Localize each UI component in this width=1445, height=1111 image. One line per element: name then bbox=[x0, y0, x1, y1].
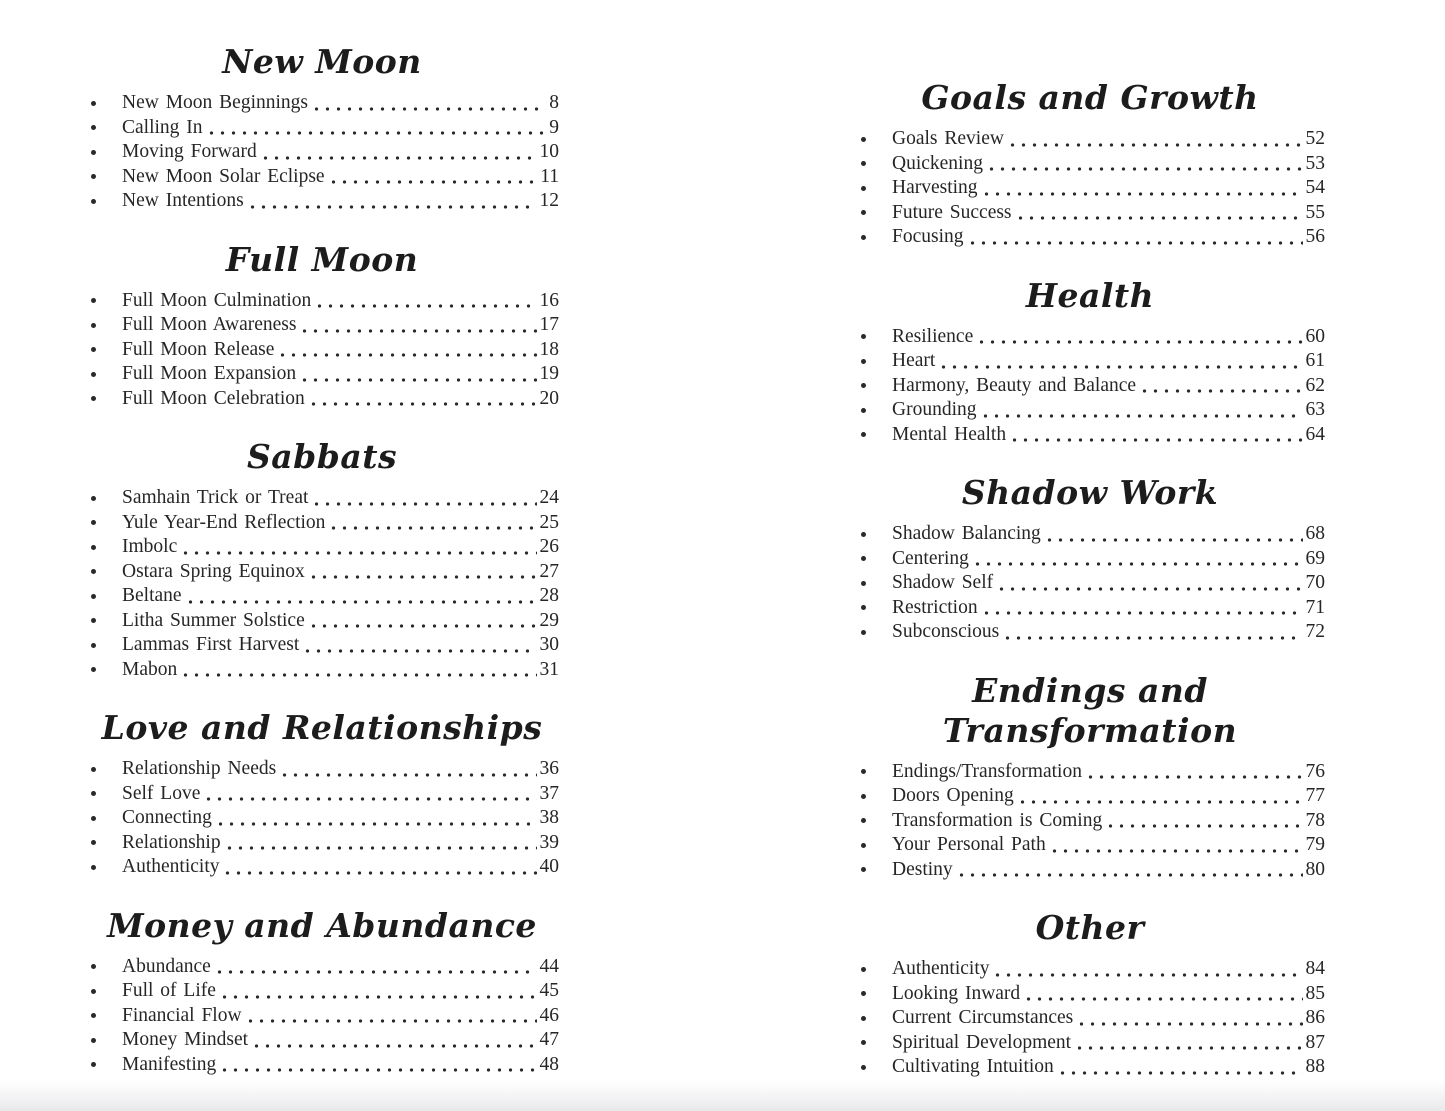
entry-page-number: 47 bbox=[539, 1029, 559, 1050]
bullet-icon bbox=[861, 818, 866, 823]
entry-page-number: 39 bbox=[539, 831, 559, 853]
entry-label: Imbolc bbox=[122, 536, 178, 557]
toc-entry bbox=[855, 1055, 1325, 1080]
bullet-icon bbox=[91, 101, 96, 106]
dot-leader-icon bbox=[967, 241, 1303, 247]
dot-leader-icon bbox=[992, 973, 1302, 979]
section-title: Sabbats bbox=[246, 437, 398, 476]
bullet-icon bbox=[91, 964, 96, 969]
dot-leader-icon bbox=[938, 365, 1302, 371]
dot-leader-icon bbox=[972, 562, 1303, 568]
dot-leader-icon bbox=[247, 205, 537, 211]
entry-page-number: 37 bbox=[539, 782, 559, 804]
entry-page-number: 45 bbox=[539, 980, 559, 1001]
entry-page-number: 19 bbox=[539, 363, 559, 384]
toc-entry bbox=[85, 165, 559, 190]
entry-label: Future Success bbox=[892, 201, 1012, 223]
bullet-icon bbox=[91, 372, 96, 377]
toc-entry bbox=[855, 784, 1325, 809]
dot-leader-icon bbox=[308, 575, 537, 581]
entry-page-number: 36 bbox=[539, 758, 559, 779]
bullet-icon bbox=[861, 991, 866, 996]
entry-label: Harvesting bbox=[892, 177, 978, 198]
entry-label: Mabon bbox=[122, 658, 178, 680]
dot-leader-icon bbox=[976, 340, 1302, 346]
entry-label: Shadow Balancing bbox=[892, 523, 1041, 544]
bullet-icon bbox=[861, 383, 866, 388]
entry-page-number: 40 bbox=[539, 856, 559, 877]
entry-page-number: 55 bbox=[1305, 201, 1325, 223]
entry-page-number: 10 bbox=[539, 141, 559, 162]
entry-page-number: 44 bbox=[539, 955, 559, 977]
entry-page-number: 86 bbox=[1305, 1007, 1325, 1028]
entry-page-number: 64 bbox=[1305, 423, 1325, 445]
dot-leader-icon bbox=[996, 587, 1302, 593]
dot-leader-icon bbox=[1105, 824, 1302, 830]
toc-entry bbox=[855, 547, 1325, 572]
entry-label: Doors Opening bbox=[892, 785, 1014, 806]
toc-entry bbox=[855, 325, 1325, 350]
entry-page-number: 30 bbox=[539, 634, 559, 655]
dot-leader-icon bbox=[1044, 538, 1303, 544]
section-title: Endings and Transformation bbox=[942, 670, 1238, 750]
dot-leader-icon bbox=[245, 1019, 537, 1025]
toc-section bbox=[85, 906, 559, 1078]
page-bottom-shadow bbox=[0, 1081, 1445, 1111]
entry-page-number: 53 bbox=[1305, 152, 1325, 174]
bullet-icon bbox=[861, 794, 866, 799]
entry-label: Samhain Trick or Treat bbox=[122, 487, 309, 508]
entry-page-number: 77 bbox=[1305, 785, 1325, 806]
entry-label: Harmony, Beauty and Balance bbox=[892, 374, 1137, 396]
entry-page-number: 18 bbox=[539, 338, 559, 360]
toc-entry bbox=[85, 955, 559, 980]
toc-entry bbox=[855, 809, 1325, 834]
bullet-icon bbox=[91, 347, 96, 352]
dot-leader-icon bbox=[299, 329, 536, 335]
dot-leader-icon bbox=[980, 414, 1303, 420]
toc-section bbox=[855, 276, 1325, 448]
entry-label: Quickening bbox=[892, 152, 983, 174]
bullet-icon bbox=[91, 791, 96, 796]
toc-entry bbox=[855, 596, 1325, 621]
entry-label: Lammas First Harvest bbox=[122, 634, 300, 655]
bullet-icon bbox=[861, 408, 866, 413]
toc-entry bbox=[855, 1031, 1325, 1056]
bullet-icon bbox=[91, 545, 96, 550]
entry-label: Restriction bbox=[892, 596, 978, 618]
entry-label: Authenticity bbox=[122, 856, 220, 877]
toc-entry bbox=[855, 176, 1325, 201]
entry-label: Looking Inward bbox=[892, 982, 1021, 1004]
toc-entry bbox=[855, 982, 1325, 1007]
toc-entry bbox=[85, 979, 559, 1004]
toc-section bbox=[85, 42, 559, 214]
toc-column-right bbox=[855, 78, 1325, 1080]
dot-leader-icon bbox=[219, 1068, 536, 1074]
entry-page-number: 56 bbox=[1305, 226, 1325, 247]
bullet-icon bbox=[91, 816, 96, 821]
toc-column-left bbox=[85, 42, 559, 1077]
bullet-icon bbox=[91, 840, 96, 845]
entry-label: Financial Flow bbox=[122, 1004, 242, 1026]
entry-page-number: 25 bbox=[539, 511, 559, 533]
bullet-icon bbox=[861, 556, 866, 561]
dot-leader-icon bbox=[277, 353, 536, 359]
toc-entry bbox=[85, 511, 559, 536]
bullet-icon bbox=[91, 496, 96, 501]
bullet-icon bbox=[91, 323, 96, 328]
bullet-icon bbox=[861, 967, 866, 972]
toc-entry bbox=[85, 486, 559, 511]
dot-leader-icon bbox=[1057, 1071, 1303, 1077]
dot-leader-icon bbox=[260, 156, 537, 162]
entry-page-number: 85 bbox=[1305, 982, 1325, 1004]
dot-leader-icon bbox=[1139, 389, 1302, 395]
entry-label: Focusing bbox=[892, 226, 964, 247]
dot-leader-icon bbox=[219, 995, 537, 1001]
dot-leader-icon bbox=[956, 873, 1303, 879]
entry-label: Litha Summer Solstice bbox=[122, 609, 305, 631]
bullet-icon bbox=[91, 1038, 96, 1043]
entry-page-number: 48 bbox=[539, 1053, 559, 1075]
dot-leader-icon bbox=[1076, 1022, 1302, 1028]
dot-leader-icon bbox=[986, 167, 1303, 173]
entry-label: Authenticity bbox=[892, 958, 990, 979]
bullet-icon bbox=[91, 150, 96, 155]
entry-page-number: 88 bbox=[1305, 1056, 1325, 1077]
bullet-icon bbox=[861, 334, 866, 339]
entry-page-number: 60 bbox=[1305, 325, 1325, 347]
bullet-icon bbox=[861, 867, 866, 872]
bullet-icon bbox=[91, 1013, 96, 1018]
entry-label: Heart bbox=[892, 350, 936, 371]
toc-entry bbox=[85, 189, 559, 214]
entry-label: Spiritual Development bbox=[892, 1031, 1072, 1053]
dot-leader-icon bbox=[1085, 775, 1303, 781]
entry-label: Connecting bbox=[122, 807, 212, 828]
entry-label: Ostara Spring Equinox bbox=[122, 560, 305, 582]
dot-leader-icon bbox=[224, 846, 537, 852]
bullet-icon bbox=[861, 432, 866, 437]
toc-section bbox=[855, 473, 1325, 645]
entry-page-number: 11 bbox=[540, 165, 559, 187]
bullet-icon bbox=[91, 125, 96, 130]
bullet-icon bbox=[91, 174, 96, 179]
bullet-icon bbox=[91, 569, 96, 574]
bullet-icon bbox=[861, 581, 866, 586]
entry-label: Self Love bbox=[122, 782, 201, 804]
entry-label: Current Circumstances bbox=[892, 1007, 1074, 1028]
entry-page-number: 76 bbox=[1305, 760, 1325, 782]
toc-entry bbox=[855, 1006, 1325, 1031]
bullet-icon bbox=[91, 865, 96, 870]
entry-page-number: 70 bbox=[1305, 572, 1325, 593]
bullet-icon bbox=[861, 843, 866, 848]
entry-page-number: 72 bbox=[1305, 621, 1325, 642]
dot-leader-icon bbox=[308, 402, 537, 408]
toc-entry bbox=[85, 116, 559, 141]
toc-entry bbox=[85, 757, 559, 782]
toc-entry bbox=[855, 522, 1325, 547]
dot-leader-icon bbox=[214, 970, 537, 976]
dot-leader-icon bbox=[299, 378, 536, 384]
toc-entry bbox=[85, 289, 559, 314]
toc-entry bbox=[85, 140, 559, 165]
dot-leader-icon bbox=[311, 502, 536, 508]
dot-leader-icon bbox=[279, 773, 536, 779]
bullet-icon bbox=[861, 359, 866, 364]
toc-entry bbox=[855, 374, 1325, 399]
section-title: Health bbox=[1025, 275, 1155, 315]
entry-label: Cultivating Intuition bbox=[892, 1056, 1054, 1077]
entry-page-number: 87 bbox=[1305, 1031, 1325, 1053]
toc-entry bbox=[855, 620, 1325, 645]
bullet-icon bbox=[91, 594, 96, 599]
toc-entry bbox=[85, 1053, 559, 1078]
entry-page-number: 28 bbox=[539, 585, 559, 606]
dot-leader-icon bbox=[1002, 636, 1302, 642]
entry-page-number: 16 bbox=[539, 289, 559, 311]
entry-label: New Moon Beginnings bbox=[122, 92, 308, 113]
bullet-icon bbox=[91, 989, 96, 994]
toc-section bbox=[85, 708, 559, 880]
section-title: Money and Abundance bbox=[107, 905, 537, 945]
dot-leader-icon bbox=[981, 192, 1303, 198]
toc-entry bbox=[855, 398, 1325, 423]
entry-page-number: 61 bbox=[1305, 350, 1325, 371]
entry-page-number: 68 bbox=[1305, 523, 1325, 544]
dot-leader-icon bbox=[185, 600, 537, 606]
dot-leader-icon bbox=[222, 871, 536, 877]
dot-leader-icon bbox=[328, 180, 538, 186]
bullet-icon bbox=[861, 235, 866, 240]
dot-leader-icon bbox=[1015, 216, 1303, 222]
toc-entry bbox=[85, 831, 559, 856]
section-title: Other bbox=[1035, 908, 1145, 947]
toc-entry bbox=[855, 349, 1325, 374]
bullet-icon bbox=[91, 199, 96, 204]
toc-entry bbox=[85, 338, 559, 363]
entry-page-number: 79 bbox=[1305, 834, 1325, 855]
dot-leader-icon bbox=[203, 797, 536, 803]
dot-leader-icon bbox=[1023, 997, 1302, 1003]
entry-label: Abundance bbox=[122, 955, 211, 977]
toc-section bbox=[855, 908, 1325, 1080]
dot-leader-icon bbox=[302, 649, 536, 655]
toc-entry bbox=[85, 782, 559, 807]
entry-label: Full Moon Celebration bbox=[122, 387, 305, 409]
toc-entry bbox=[855, 127, 1325, 152]
bullet-icon bbox=[861, 1040, 866, 1045]
toc-entry bbox=[855, 571, 1325, 596]
entry-label: Centering bbox=[892, 547, 969, 569]
entry-label: Mental Health bbox=[892, 423, 1007, 445]
bullet-icon bbox=[861, 210, 866, 215]
toc-entry bbox=[855, 201, 1325, 226]
toc-entry bbox=[855, 152, 1325, 177]
entry-page-number: 20 bbox=[539, 387, 559, 409]
dot-leader-icon bbox=[1007, 143, 1303, 149]
entry-page-number: 46 bbox=[539, 1004, 559, 1026]
entry-label: Transformation is Coming bbox=[892, 809, 1103, 831]
toc-entry bbox=[855, 760, 1325, 785]
toc-entry bbox=[855, 858, 1325, 883]
dot-leader-icon bbox=[308, 624, 537, 630]
toc-entry bbox=[85, 806, 559, 831]
section-title: Full Moon bbox=[225, 239, 419, 279]
entry-page-number: 8 bbox=[549, 92, 559, 113]
entry-label: Relationship Needs bbox=[122, 758, 277, 779]
entry-page-number: 27 bbox=[539, 560, 559, 582]
bullet-icon bbox=[861, 137, 866, 142]
toc-section bbox=[855, 671, 1325, 883]
toc-entry bbox=[85, 387, 559, 412]
entry-page-number: 29 bbox=[539, 609, 559, 631]
entry-label: Full Moon Culmination bbox=[122, 289, 312, 311]
dot-leader-icon bbox=[1017, 800, 1303, 806]
entry-page-number: 52 bbox=[1305, 128, 1325, 149]
dot-leader-icon bbox=[1074, 1046, 1302, 1052]
dot-leader-icon bbox=[311, 107, 546, 113]
entry-label: Endings/Transformation bbox=[892, 760, 1082, 782]
bullet-icon bbox=[861, 1016, 866, 1021]
entry-page-number: 31 bbox=[539, 658, 559, 680]
entry-label: Full Moon Awareness bbox=[122, 314, 297, 335]
toc-entry bbox=[85, 91, 559, 116]
toc-entry bbox=[85, 560, 559, 585]
toc-entry bbox=[855, 957, 1325, 982]
entry-label: Shadow Self bbox=[892, 572, 994, 593]
toc-entry bbox=[855, 833, 1325, 858]
entry-label: Full Moon Release bbox=[122, 338, 275, 360]
entry-page-number: 12 bbox=[539, 190, 559, 211]
dot-leader-icon bbox=[206, 131, 547, 137]
bullet-icon bbox=[91, 396, 96, 401]
section-title: Shadow Work bbox=[961, 473, 1219, 512]
toc-entry bbox=[85, 362, 559, 387]
entry-page-number: 24 bbox=[539, 487, 559, 508]
entry-page-number: 84 bbox=[1305, 958, 1325, 979]
bullet-icon bbox=[861, 161, 866, 166]
toc-section bbox=[855, 78, 1325, 250]
bullet-icon bbox=[91, 643, 96, 648]
bullet-icon bbox=[91, 520, 96, 525]
toc-entry bbox=[85, 313, 559, 338]
section-title: Love and Relationships bbox=[101, 708, 543, 747]
entry-page-number: 54 bbox=[1305, 177, 1325, 198]
entry-label: Full Moon Expansion bbox=[122, 363, 297, 384]
bullet-icon bbox=[861, 532, 866, 537]
entry-page-number: 26 bbox=[539, 536, 559, 557]
entry-label: Yule Year-End Reflection bbox=[122, 511, 326, 533]
toc-section bbox=[85, 437, 559, 682]
bullet-icon bbox=[91, 298, 96, 303]
section-title: Goals and Growth bbox=[921, 78, 1259, 117]
entry-label: Your Personal Path bbox=[892, 834, 1046, 855]
section-title: New Moon bbox=[222, 42, 422, 81]
toc-entry bbox=[85, 609, 559, 634]
toc-section bbox=[85, 240, 559, 412]
bullet-icon bbox=[861, 605, 866, 610]
dot-leader-icon bbox=[251, 1044, 536, 1050]
bullet-icon bbox=[91, 767, 96, 772]
toc-entry bbox=[85, 658, 559, 683]
entry-label: Calling In bbox=[122, 116, 203, 138]
dot-leader-icon bbox=[180, 673, 536, 679]
bullet-icon bbox=[861, 630, 866, 635]
toc-entry bbox=[85, 584, 559, 609]
entry-page-number: 69 bbox=[1305, 547, 1325, 569]
dot-leader-icon bbox=[981, 611, 1303, 617]
toc-entry bbox=[85, 535, 559, 560]
entry-label: Full of Life bbox=[122, 980, 216, 1001]
toc-entry bbox=[85, 1028, 559, 1053]
bullet-icon bbox=[91, 1062, 96, 1067]
entry-label: Resilience bbox=[892, 325, 974, 347]
bullet-icon bbox=[861, 769, 866, 774]
dot-leader-icon bbox=[215, 822, 537, 828]
entry-page-number: 71 bbox=[1305, 596, 1325, 618]
dot-leader-icon bbox=[314, 304, 536, 310]
entry-label: New Moon Solar Eclipse bbox=[122, 165, 325, 187]
entry-label: Moving Forward bbox=[122, 141, 257, 162]
dot-leader-icon bbox=[1049, 849, 1303, 855]
entry-page-number: 62 bbox=[1305, 374, 1325, 396]
bullet-icon bbox=[91, 618, 96, 623]
entry-page-number: 78 bbox=[1305, 809, 1325, 831]
dot-leader-icon bbox=[180, 551, 536, 557]
entry-page-number: 9 bbox=[549, 116, 559, 138]
toc-entry bbox=[85, 1004, 559, 1029]
entry-page-number: 38 bbox=[539, 807, 559, 828]
entry-label: Grounding bbox=[892, 399, 977, 420]
entry-label: New Intentions bbox=[122, 190, 244, 211]
dot-leader-icon bbox=[328, 526, 536, 532]
bullet-icon bbox=[91, 667, 96, 672]
entry-label: Goals Review bbox=[892, 128, 1004, 149]
toc-entry bbox=[85, 633, 559, 658]
bullet-icon bbox=[861, 186, 866, 191]
entry-label: Money Mindset bbox=[122, 1029, 249, 1050]
dot-leader-icon bbox=[1009, 438, 1302, 444]
entry-label: Destiny bbox=[892, 858, 953, 880]
entry-label: Beltane bbox=[122, 585, 182, 606]
toc-entry bbox=[85, 855, 559, 880]
toc-entry bbox=[855, 423, 1325, 448]
entry-label: Subconscious bbox=[892, 621, 1000, 642]
entry-label: Manifesting bbox=[122, 1053, 217, 1075]
entry-label: Relationship bbox=[122, 831, 221, 853]
entry-page-number: 63 bbox=[1305, 399, 1325, 420]
entry-page-number: 17 bbox=[539, 314, 559, 335]
toc-entry bbox=[855, 225, 1325, 250]
bullet-icon bbox=[861, 1065, 866, 1070]
entry-page-number: 80 bbox=[1305, 858, 1325, 880]
